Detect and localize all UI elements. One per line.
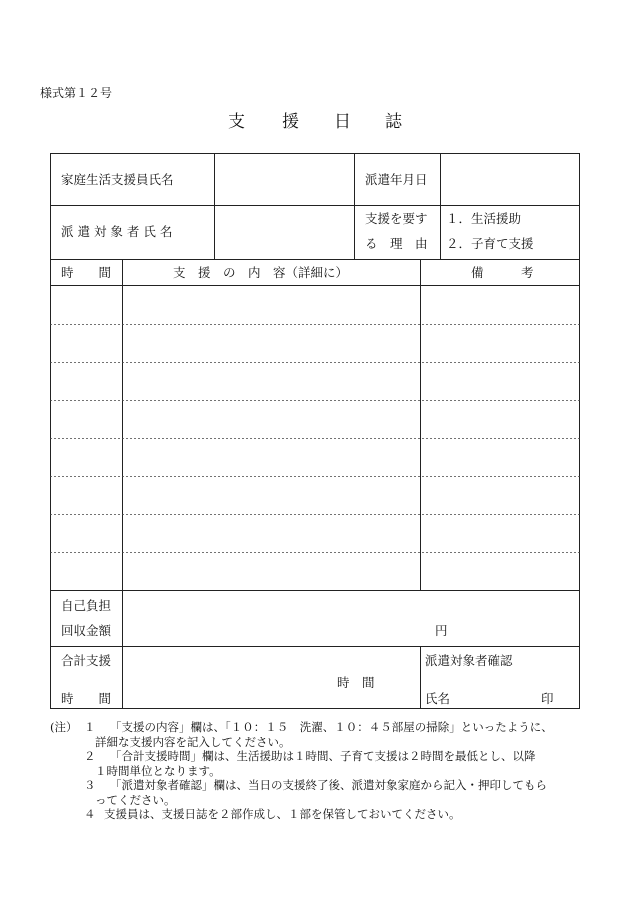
note-text: 「合計支援時間」欄は、生活援助は１時間、子育て支援は２時間を最低とし、以降 <box>110 749 536 763</box>
confirm-name-label: 氏名 <box>425 691 451 706</box>
self-pay-label: 自己負担 <box>61 598 112 613</box>
notes-prefix: (注） <box>50 720 78 734</box>
dispatch-date-field[interactable] <box>442 155 578 204</box>
total-hours-field[interactable] <box>124 648 419 707</box>
note-text-continued: １時間単位となります。 <box>95 764 221 778</box>
title-char: 援 <box>282 112 299 132</box>
worker-name-label: 家庭生活支援員氏名 <box>61 172 174 187</box>
dispatch-date-label: 派遣年月日 <box>365 172 428 187</box>
title-char: 誌 <box>385 112 402 132</box>
note-text: 支援員は、支援日誌を２部作成し、１部を保管しておいてください。 <box>104 807 461 821</box>
target-name-label: 派 遣 対 象 者 氏 名 <box>61 224 173 239</box>
reason-label-line2: る 理 由 <box>365 236 428 251</box>
note-text-continued: 詳細な支援内容を記入してください。 <box>95 735 291 749</box>
reason-label: 支援を要す <box>365 211 428 226</box>
column-header-remarks: 備 考 <box>471 265 534 280</box>
note-number: ２ <box>84 749 96 763</box>
yen-unit: 円 <box>435 623 448 638</box>
time-entries-area[interactable] <box>52 287 121 589</box>
note-number: ４ <box>84 807 96 821</box>
note-text: 「派遣対象者確認」欄は、当日の支援終了後、派遣対象家庭から記入・押印してもら <box>110 778 547 792</box>
title-char: 支 <box>228 112 245 132</box>
remarks-area[interactable] <box>422 287 578 589</box>
self-pay-amount-field[interactable] <box>124 592 578 645</box>
title-char: 日 <box>334 112 351 132</box>
self-pay-label-line2: 回収金額 <box>61 623 112 638</box>
worker-name-field[interactable] <box>216 155 353 204</box>
total-hours-label: 合計支援 <box>61 653 112 668</box>
column-header-content: 支 援 の 内 容（詳細に） <box>173 265 349 280</box>
note-text-continued: ってください。 <box>95 793 176 807</box>
note-number: １ <box>84 720 96 734</box>
support-content-area[interactable] <box>124 287 419 589</box>
hours-unit: 時 間 <box>337 675 375 690</box>
note-number: ３ <box>84 778 96 792</box>
seal-label: 印 <box>541 691 554 706</box>
total-hours-label-line2: 時 間 <box>61 691 112 706</box>
confirm-name-field[interactable] <box>448 688 540 706</box>
column-header-time: 時 間 <box>61 265 112 280</box>
reason-option-childcare-support[interactable]: ２．子育て支援 <box>446 236 534 251</box>
form-number: 様式第１２号 <box>40 86 113 100</box>
note-text: 「支援の内容」欄は、「１０：１５ 洗濯、１０：４５部屋の掃除」といったように、 <box>110 720 553 734</box>
target-confirm-label: 派遣対象者確認 <box>425 653 513 668</box>
target-name-field[interactable] <box>216 207 353 258</box>
reason-option-living-support[interactable]: １．生活援助 <box>446 211 522 226</box>
